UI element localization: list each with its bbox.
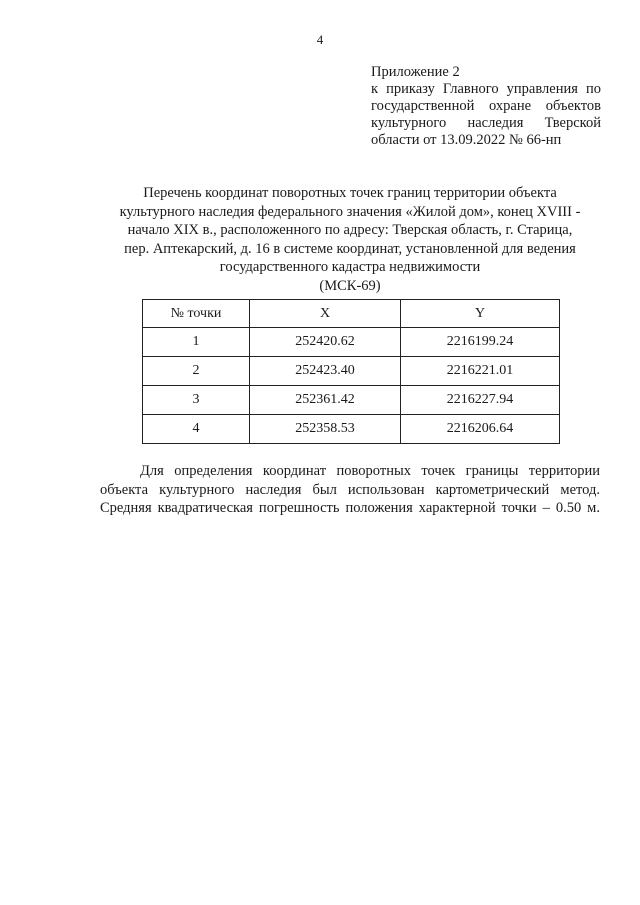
method-note bbox=[100, 462, 600, 518]
cell-x: 252361.42 bbox=[250, 386, 401, 415]
title-line: Перечень координат поворотных точек границ территории объекта bbox=[143, 185, 557, 201]
title-line: пер. Аптекарский, д. 16 в системе координат, установленной для ведения bbox=[124, 240, 576, 257]
appendix-line: к приказу Главного управления по bbox=[371, 81, 601, 97]
appendix-line: государственной охране объектов bbox=[371, 98, 601, 114]
table-header-row bbox=[143, 300, 560, 328]
table-row bbox=[143, 357, 560, 386]
column-header-point: № точки bbox=[143, 300, 250, 328]
title-line: начало XIX в., расположенного по адресу: Тверская область, г. Старица, bbox=[127, 222, 573, 238]
note-line: Средняя квадратическая погрешность положения характерной точки – 0.50 м. bbox=[100, 500, 600, 516]
table-row bbox=[143, 386, 560, 415]
cell-x: 252420.62 bbox=[250, 328, 401, 357]
cell-point: 4 bbox=[143, 415, 250, 444]
cell-y: 2216206.64 bbox=[401, 415, 560, 444]
cell-y: 2216227.94 bbox=[401, 386, 560, 415]
note-line: объекта культурного наследия был использован картометрический метод. bbox=[100, 481, 600, 498]
appendix-line: области от 13.09.2022 № 66-нп bbox=[371, 132, 562, 148]
appendix-header bbox=[371, 64, 601, 149]
table-row bbox=[143, 415, 560, 444]
note-line: Для определения координат поворотных точек границы территории bbox=[140, 463, 600, 479]
cell-point: 1 bbox=[143, 328, 250, 357]
column-header-y: Y bbox=[401, 300, 560, 328]
appendix-title: Приложение 2 bbox=[371, 64, 460, 80]
table-row bbox=[143, 328, 560, 357]
cell-y: 2216199.24 bbox=[401, 328, 560, 357]
title-line: государственного кадастра недвижимости bbox=[219, 259, 481, 275]
coordinates-table bbox=[142, 299, 560, 444]
document-title bbox=[80, 184, 620, 295]
cell-x: 252423.40 bbox=[250, 357, 401, 386]
cell-point: 3 bbox=[143, 386, 250, 415]
page-number: 4 bbox=[316, 32, 324, 47]
column-header-x: X bbox=[250, 300, 401, 328]
title-line: культурного наследия федерального значения «Жилой дом», конец XVIII - bbox=[119, 203, 581, 220]
title-line: (МСК-69) bbox=[319, 277, 381, 294]
cell-x: 252358.53 bbox=[250, 415, 401, 444]
cell-y: 2216221.01 bbox=[401, 357, 560, 386]
cell-point: 2 bbox=[143, 357, 250, 386]
appendix-line: культурного наследия Тверской bbox=[371, 115, 601, 131]
